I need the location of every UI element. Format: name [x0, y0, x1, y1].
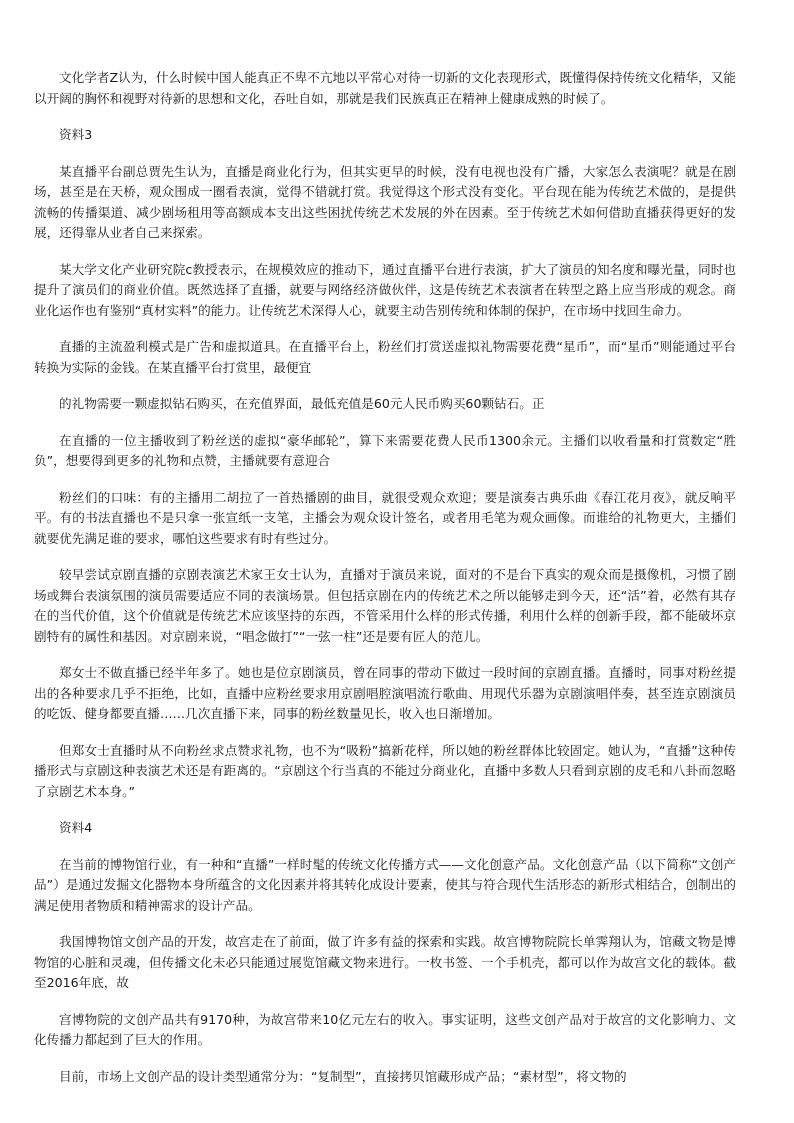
- paragraph-palace-revenue: 宫博物院的文创产品共有9170种，为故宫带来10亿元左右的收入。事实证明，这些文创产品对于故宫的文化影响力、文化传播力都起到了巨大的作用。: [34, 1011, 736, 1047]
- paragraph-ms-zheng: 郑女士不做直播已经半年多了。她也是位京剧演员，曾在同事的带动下做过一段时间的京剧直播。直播时，同事对粉丝提出的各种要求几乎不拒绝，比如，直播中应粉丝要求用京剧唱腔演唱流行歌曲、用现代乐器为京剧演唱伴奏，甚至连京剧演员的吃饭、健身都要直播……几次直播下来，同事的粉丝数量见长，收入也日渐增加。: [34, 665, 736, 721]
- paragraph-luxury-cruise: 在直播的一位主播收到了粉丝送的虚拟“豪华邮轮”，算下来需要花费人民币1300余元。主播们以收看量和打赏数定“胜负”，想要得到更多的礼物和点赞，主播就要有意迎合: [34, 432, 736, 468]
- section-heading-material-3: 资料3: [59, 127, 93, 142]
- paragraph-cultural-products: 在当前的博物馆行业，有一种和“直播”一样时髦的传统文化传播方式——文化创意产品。文化创意产品（以下简称“文创产品”）是通过发掘文化器物本身所蕴含的文化因素并将其转化成设计要素，使其与符合现代生活形态的新形式相结合，创制出的满足使用者物质和精神需求的设计产品。: [34, 856, 736, 913]
- paragraph-design-types: 目前，市场上文创产品的设计类型通常分为：“复制型”，直接拷贝馆藏形成产品；“素材型”，将文物的: [59, 1068, 627, 1084]
- paragraph-professor-c: 某大学文化产业研究院c教授表示，在规模效应的推动下，通过直播平台进行表演，扩大了演员的知名度和曝光量，同时也提升了演员们的商业价值。既然选择了直播，就要与网络经济做伙伴，这是传统艺术表演者在转型之路上应当形成的观念。商业化运作也有鉴别“真材实料”的能力。让传统艺术深得人心，就要主动告别传统和体制的保护，在市场中找回生命力。: [34, 261, 736, 318]
- paragraph-profit-model: 直播的主流盈利模式是广告和虚拟道具。在直播平台上，粉丝们打赏送虚拟礼物需要花费“星币”，而“星币”则能通过平台转换为实际的金钱。在某直播平台打赏里，最便宜: [34, 339, 736, 375]
- paragraph-zheng-view: 但郑女士直播时从不向粉丝求点赞求礼物，也不为“吸粉”搞新花样，所以她的粉丝群体比较固定。她认为，“直播”这种传播形式与京剧这种表演艺术还是有距离的。“京剧这个行当真的不能过分商业化，直播中多数人只看到京剧的皮毛和八卦而忽略了京剧艺术本身。”: [34, 742, 736, 799]
- paragraph-gift-price: 的礼物需要一颗虚拟钻石购买，在充值界面，最低充值是60元人民币购买60颗钻石。正: [59, 396, 545, 411]
- paragraph-ms-wang: 较早尝试京剧直播的京剧表演艺术家王女士认为，直播对于演员来说，面对的不是台下真实的观众而是摄像机，习惯了剧场或舞台表演氛围的演员需要适应不同的表演场景。但包括京剧在内的传统艺术之所以能够走到今天，还“活”着，必然有其存在的当代价值，这个价值就是传统艺术应该坚持的东西，不管采用什么样的形式传播，利用什么样的创新手段，都不能破坏京剧特有的属性和基因。对京剧来说，“唱念做打”“一弦一柱”还是要有匠人的范儿。: [34, 567, 736, 644]
- paragraph-palace-museum: 我国博物馆文创产品的开发，故宫走在了前面，做了许多有益的探索和实践。故宫博物院院长单霁翔认为，馆藏文物是博物馆的心脏和灵魂，但传播文化未必只能通过展览馆藏文物来进行。一枚书签、一个手机壳，都可以作为故宫文化的载体。截至2016年底，故: [34, 934, 736, 990]
- document-page: [34, 68, 736, 1087]
- paragraph-platform-vp: 某直播平台副总贾先生认为，直播是商业化行为，但其实更早的时候，没有电视也没有广播，大家怎么表演呢？就是在剧场，甚至是在天桥，观众围成一圈看表演，觉得不错就打赏。我觉得这个形式没有变化。平台现在能为传统艺术做的，是提供流畅的传播渠道、减少剧场租用等高额成本支出这些困扰传统艺术发展的外在因素。至于传统艺术如何借助直播获得更好的发展，还得靠从业者自己来探索。: [34, 163, 736, 240]
- section-heading-material-4: 资料4: [59, 820, 93, 835]
- paragraph-scholar-z: 文化学者Z认为，什么时候中国人能真正不卑不亢地以平常心对待一切新的文化表现形式，既懂得保持传统文化精华，又能以开阔的胸怀和视野对待新的思想和文化，吞吐自如，那就是我们民族真正在精神上健康成熟的时候了。: [34, 70, 736, 106]
- paragraph-fan-taste: 粉丝们的口味：有的主播用二胡拉了一首热播剧的曲目，就很受观众欢迎；要是演奏古典乐曲《春江花月夜》，就反响平平。有的书法直播也不是只拿一张宣纸一支笔，主播会为观众设计签名，或者用毛笔为观众画像。而谁给的礼物更大，主播们就要优先满足谁的要求，哪怕这些要求有时有些过分。: [34, 489, 736, 546]
